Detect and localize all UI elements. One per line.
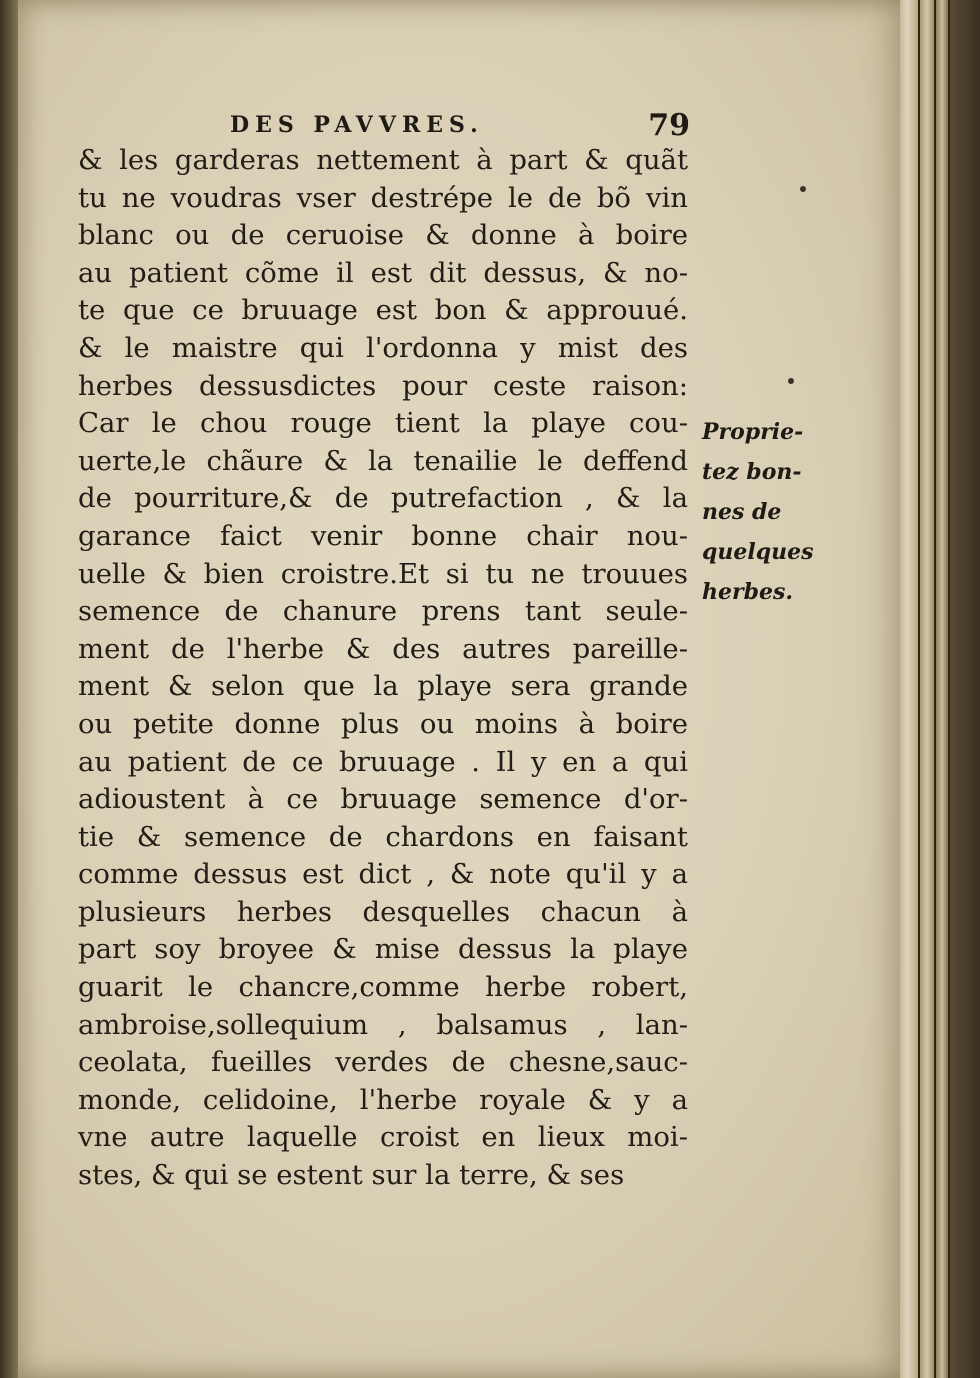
page-number: 79: [648, 108, 690, 143]
marginal-note-line: Proprie-: [702, 419, 804, 445]
marginal-note-line: nes de: [702, 499, 782, 525]
text-line: ceolata, fueilles verdes de chesne,sauc-: [78, 1046, 688, 1079]
marginal-note-line: quelques: [702, 539, 814, 565]
text-line: ment & selon que la playe sera grande: [78, 670, 688, 703]
text-line: comme dessus est dict , & note qu'il y a: [78, 858, 688, 891]
text-line: au patient de ce bruuage . Il y en a qui: [78, 745, 688, 778]
text-line: vne autre laquelle croist en lieux moi-: [78, 1121, 688, 1154]
text-line: & le maistre qui l'ordonna y mist des: [78, 331, 688, 364]
marginal-note-line: tez bon-: [702, 459, 802, 485]
text-line: de pourriture,& de putrefaction , & la: [78, 482, 688, 515]
text-line: uelle & bien croistre.Et si tu ne trouues: [78, 557, 688, 590]
page-edge: [900, 0, 918, 1378]
left-page-rim: [0, 0, 20, 1378]
body-text: [78, 142, 688, 1195]
text-line: au patient cõme il est dit dessus, & no-: [78, 256, 688, 289]
text-line: monde, celidoine, l'herbe royale & y a: [78, 1083, 688, 1116]
ink-speck: [800, 186, 806, 192]
binding-shadow: [950, 0, 980, 1378]
text-line: garance faict venir bonne chair nou-: [78, 519, 688, 552]
page-edge: [920, 0, 934, 1378]
marginal-note: [702, 412, 832, 612]
text-line: ment de l'herbe & des autres pareille-: [78, 632, 688, 665]
text-line: & les garderas nettement à part & quãt: [78, 144, 688, 176]
ink-speck: [788, 378, 794, 384]
marginal-note-line: herbes.: [702, 579, 794, 605]
text-line: herbes dessusdictes pour ceste raison:: [78, 369, 688, 402]
text-line: plusieurs herbes desquelles chacun à: [78, 895, 688, 928]
page-edge: [936, 0, 948, 1378]
text-line: part soy broyee & mise dessus la playe: [78, 933, 688, 966]
text-line: stes, & qui se estent sur la terre, & ses: [78, 1159, 625, 1192]
text-line: uerte,le chãure & la tenailie le deffend: [78, 444, 688, 477]
text-line: blanc ou de ceruoise & donne à boire: [78, 219, 688, 252]
text-line: guarit le chancre,comme herbe robert,: [78, 971, 688, 1004]
text-line: te que ce bruuage est bon & approuué.: [78, 294, 688, 327]
text-line: semence de chanure prens tant seule-: [78, 595, 688, 628]
running-head: DES PAVVRES.: [230, 112, 484, 138]
text-line: ou petite donne plus ou moins à boire: [78, 707, 688, 740]
text-line: tu ne voudras vser destrépe le de bõ vin: [78, 181, 688, 214]
text-line: adioustent à ce bruuage semence d'or-: [78, 783, 688, 816]
text-line: Car le chou rouge tient la playe cou-: [78, 407, 688, 440]
text-line: tie & semence de chardons en faisant: [78, 820, 688, 853]
text-line: ambroise,sollequium , balsamus , lan-: [78, 1008, 688, 1041]
